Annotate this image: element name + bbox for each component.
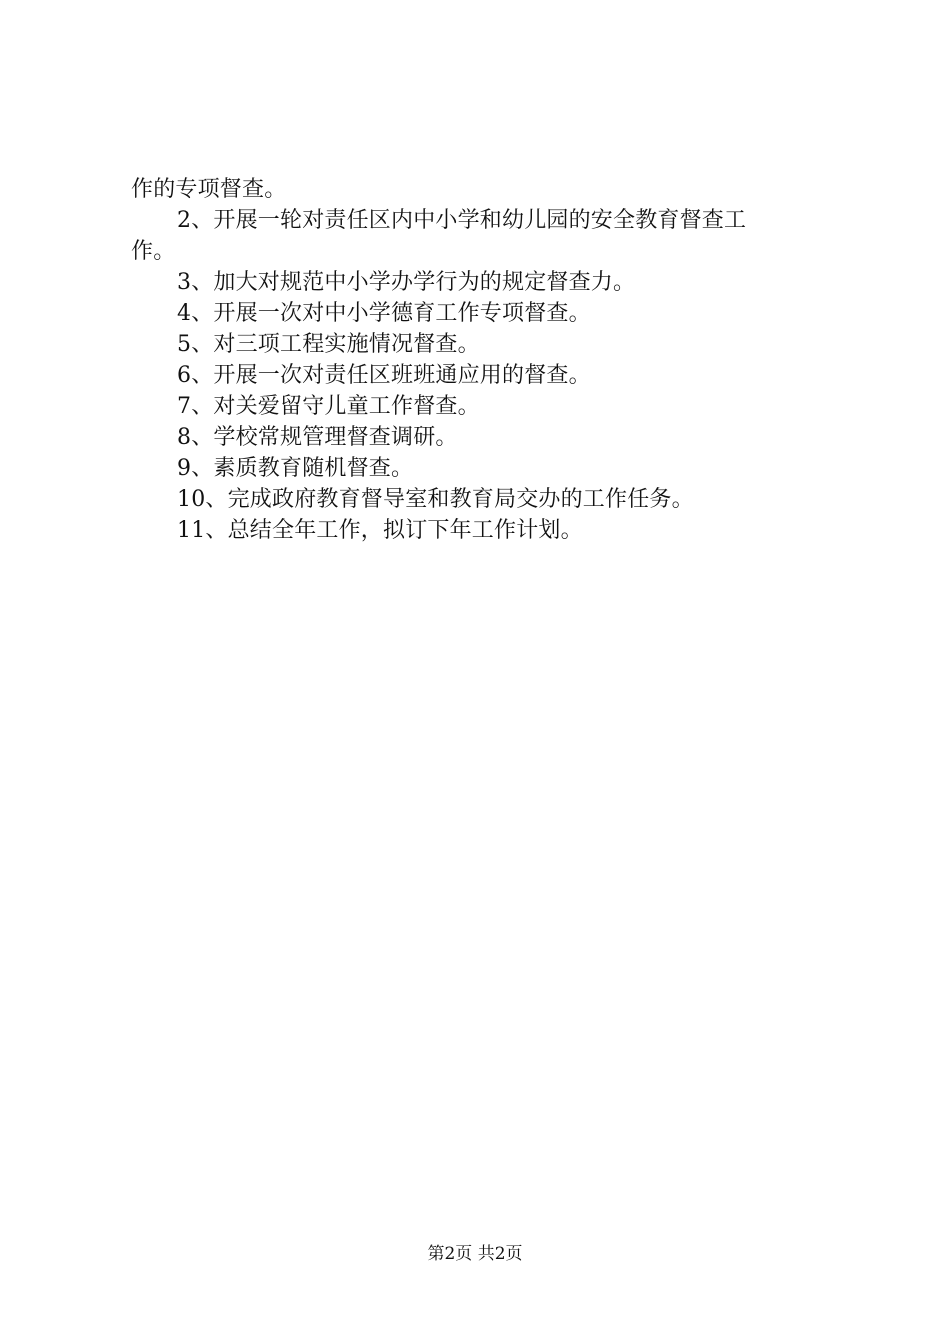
list-item-7: 7、对关爱留守儿童工作督查。 (177, 394, 480, 419)
list-item-2: 2、开展一轮对责任区内中小学和幼儿园的安全教育督查工 (177, 208, 747, 233)
text-line-continuation: 作。 (131, 239, 176, 264)
list-item-4: 4、开展一次对中小学德育工作专项督查。 (177, 301, 591, 326)
page-number-footer: 第2页 共2页 (427, 1244, 523, 1264)
text-line-continuation: 作的专项督查。 (131, 177, 287, 202)
list-item-10: 10、完成政府教育督导室和教育局交办的工作任务。 (177, 487, 694, 512)
document-body (131, 174, 836, 546)
list-item-9: 9、素质教育随机督查。 (177, 456, 414, 481)
list-item-8: 8、学校常规管理督查调研。 (177, 425, 458, 450)
list-item-6: 6、开展一次对责任区班班通应用的督查。 (177, 363, 591, 388)
list-item-3: 3、加大对规范中小学办学行为的规定督查力。 (177, 270, 636, 295)
list-item-5: 5、对三项工程实施情况督查。 (177, 332, 480, 357)
list-item-11: 11、总结全年工作，拟订下年工作计划。 (177, 518, 583, 543)
